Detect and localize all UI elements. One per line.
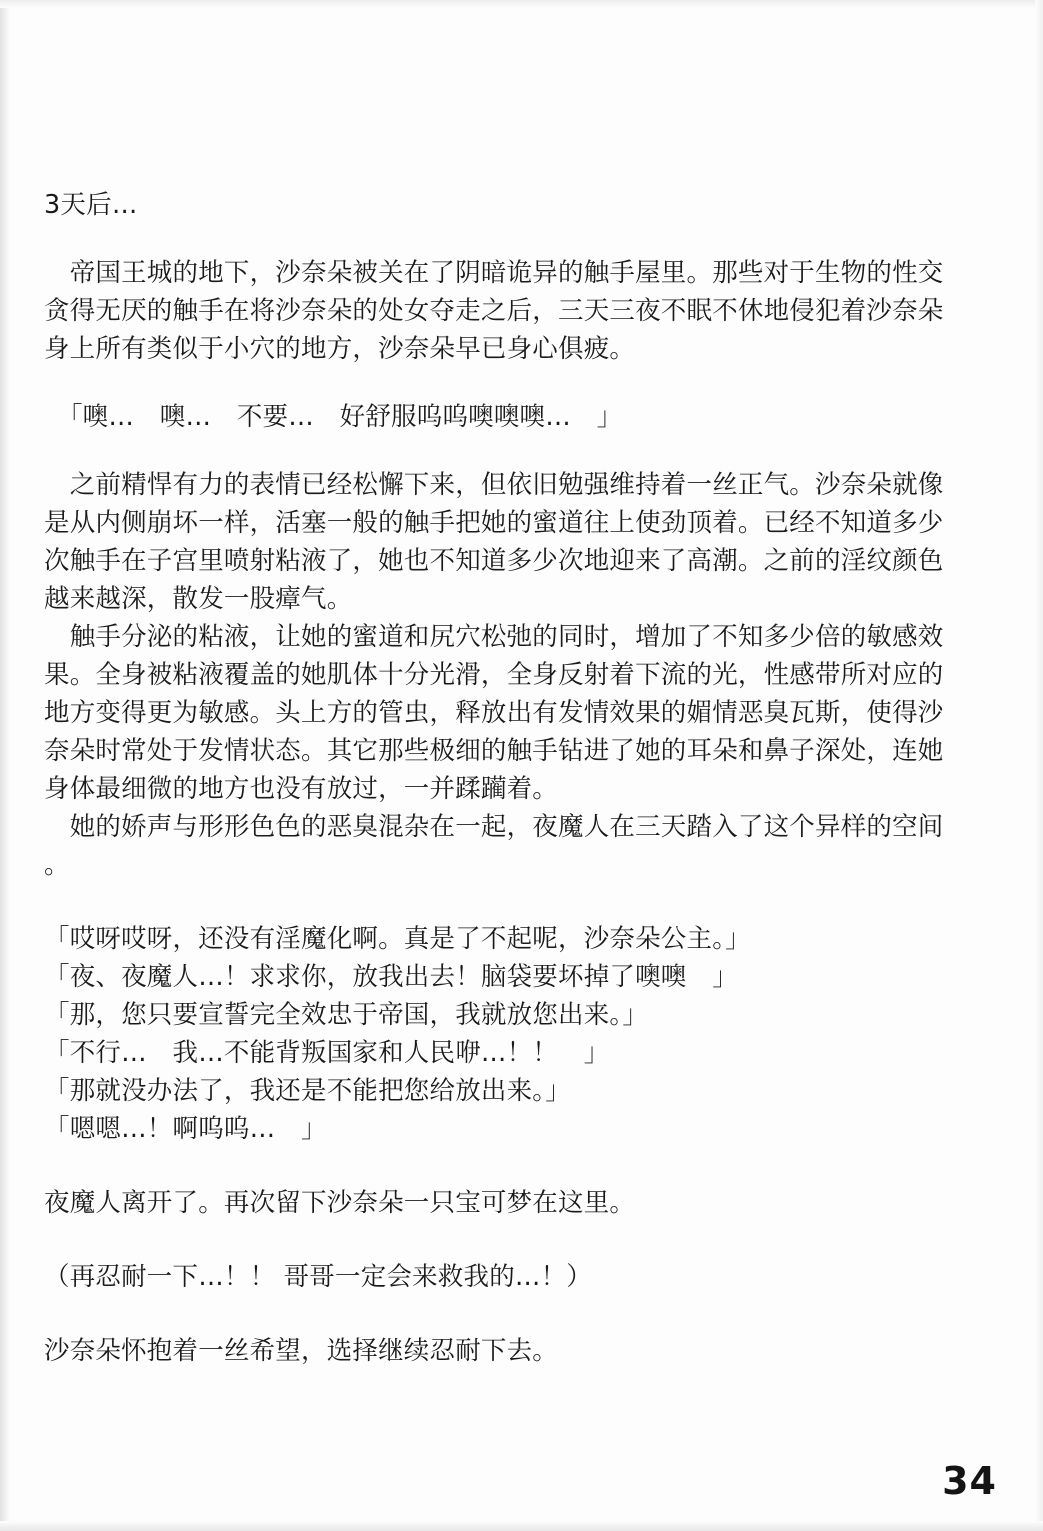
text-line: 3天后… [44, 190, 138, 220]
text-line: 身体最细微的地方也没有放过，一并蹂躏着。 [44, 774, 559, 804]
text-line: 沙奈朵怀抱着一丝希望，选择继续忍耐下去。 [44, 1336, 559, 1366]
text-line: 帝国王城的地下，沙奈朵被关在了阴暗诡异的触手屋里。那些对于生物的性交 [44, 258, 944, 288]
paragraph-5 [44, 1184, 1004, 1222]
text-line: 奈朵时常处于发情状态。其它那些极细的触手钻进了她的耳朵和鼻子深处，连她 [44, 736, 944, 766]
spacer [44, 1148, 1004, 1184]
text-line: 是从内侧崩坏一样，活塞一般的触手把她的蜜道往上使劲顶着。已经不知道多少 [44, 508, 944, 538]
scan-edge-left [0, 0, 10, 1531]
text-line: 「哎呀哎呀，还没有淫魔化啊。真是了不起呢，沙奈朵公主。」 [44, 924, 751, 954]
spacer [44, 1222, 1004, 1258]
text-line: 她的娇声与形形色色的恶臭混杂在一起，夜魔人在三天踏入了这个异样的空间 [44, 812, 944, 842]
text-line: 「夜、夜魔人…！求求你，放我出去！脑袋要坏掉了噢噢 」 [44, 962, 738, 992]
spacer [44, 368, 1004, 398]
paragraph-2 [44, 466, 1004, 618]
text-line: 之前精悍有力的表情已经松懈下来，但依旧勉强维持着一丝正气。沙奈朵就像 [44, 470, 944, 500]
spacer [44, 884, 1004, 920]
paragraph-7 [44, 1332, 1004, 1370]
text-line: 「那，您只要宣誓完全效忠于帝国，我就放您出来。」 [44, 1000, 649, 1030]
text-line: 夜魔人离开了。再次留下沙奈朵一只宝可梦在这里。 [44, 1188, 636, 1218]
spacer [44, 1296, 1004, 1332]
text-line: 触手分泌的粘液，让她的蜜道和尻穴松弛的同时，增加了不知多少倍的敏感效 [44, 622, 944, 652]
scan-edge-bottom [0, 1521, 1043, 1531]
page-body [44, 186, 1004, 1370]
text-line: 贪得无厌的触手在将沙奈朵的处女夺走之后，三天三夜不眠不休地侵犯着沙奈朵 [44, 296, 944, 326]
section-heading [44, 186, 1004, 224]
text-line: 「那就没办法了，我还是不能把您给放出来。」 [44, 1076, 571, 1106]
text-line: 「噢… 噢… 不要… 好舒服呜呜噢噢噢… 」 [44, 402, 623, 432]
text-line: 果。全身被粘液覆盖的她肌体十分光滑，全身反射着下流的光，性感带所对应的 [44, 660, 944, 690]
scan-edge-top [0, 0, 1043, 8]
dialogue-block [44, 920, 1004, 1148]
text-line: 越来越深，散发一股瘴气。 [44, 584, 353, 614]
text-line: 次触手在子宫里喷射粘液了，她也不知道多少次地迎来了高潮。之前的淫纹颜色 [44, 546, 944, 576]
text-line: 「嗯嗯…！啊呜呜… 」 [44, 1114, 327, 1144]
paragraph-6 [44, 1258, 1004, 1296]
page-number: 34 [942, 1459, 997, 1503]
paragraph-3 [44, 618, 1004, 808]
scan-edge-right [1035, 0, 1043, 1531]
text-line: 。 [44, 850, 70, 880]
paragraph-4 [44, 808, 1004, 884]
spacer [44, 224, 1004, 254]
text-line: 身上所有类似于小穴的地方，沙奈朵早已身心俱疲。 [44, 334, 636, 364]
text-line: （再忍耐一下…！！ 哥哥一定会来救我的…！） [44, 1262, 593, 1292]
spacer [44, 436, 1004, 466]
text-line: 地方变得更为敏感。头上方的管虫，释放出有发情效果的媚情恶臭瓦斯，使得沙 [44, 698, 944, 728]
paragraph-1 [44, 254, 1004, 368]
quote-line-1 [44, 398, 1004, 436]
text-line: 「不行… 我…不能背叛国家和人民咿…！！ 」 [44, 1038, 610, 1068]
